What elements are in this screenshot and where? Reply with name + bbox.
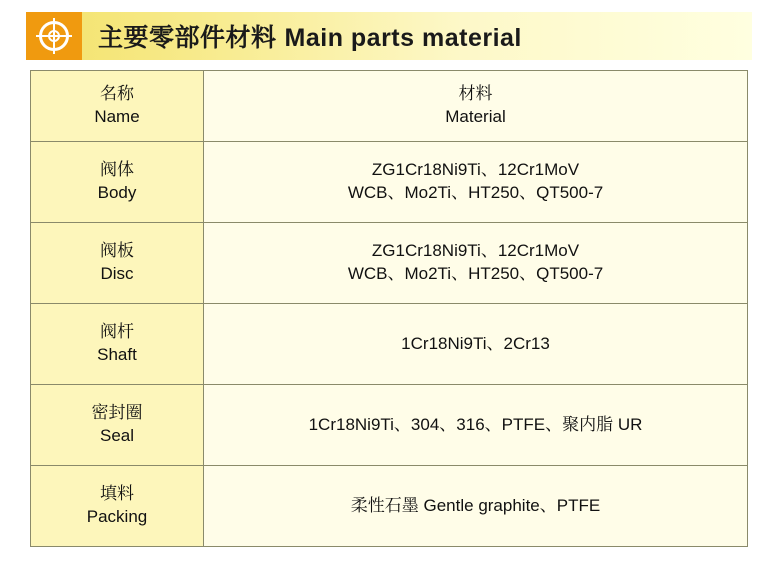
part-name-cn: 填料 (100, 484, 134, 504)
part-name-en: Packing (86, 507, 148, 526)
table-row (31, 304, 748, 385)
part-name-cn: 阀体 (100, 160, 134, 180)
header-material-cn: 材料 (458, 84, 493, 104)
cell-part-material (204, 466, 748, 547)
material-line-1: ZG1Cr18Ni9Ti、12Cr1MoV (371, 160, 580, 180)
header-name-en: Name (94, 107, 140, 126)
material-line-1: 1Cr18Ni9Ti、2Cr13 (401, 333, 550, 353)
cell-part-material (204, 223, 748, 304)
material-line-2: WCB、Mo2Ti、HT250、QT500-7 (347, 264, 604, 283)
slide-title-bar (26, 12, 752, 60)
crosshair-center-dot (48, 30, 60, 42)
materials-table (30, 70, 748, 547)
page-title-cn: 主要零部件材料 (98, 24, 277, 52)
table-row (31, 223, 748, 304)
cell-part-name (31, 385, 204, 466)
material-line-1: ZG1Cr18Ni9Ti、12Cr1MoV (371, 241, 580, 261)
part-name-cn: 阀杆 (100, 322, 134, 342)
logo-badge (26, 12, 82, 60)
header-name-cn: 名称 (100, 84, 134, 104)
table-header-row (31, 71, 748, 142)
cell-part-material (204, 385, 748, 466)
part-name-en: Shaft (97, 345, 137, 364)
table-row (31, 385, 748, 466)
part-name-en: Disc (100, 264, 134, 283)
part-name-cn: 阀板 (100, 241, 134, 261)
material-line-2: WCB、Mo2Ti、HT250、QT500-7 (347, 183, 604, 202)
header-material-en: Material (445, 107, 506, 126)
part-name-en: Seal (99, 426, 135, 445)
table-row (31, 466, 748, 547)
material-line-1: 柔性石墨 Gentle graphite、PTFE (350, 495, 601, 515)
cell-part-name (31, 142, 204, 223)
cell-part-name (31, 223, 204, 304)
cell-part-name (31, 466, 204, 547)
part-name-cn: 密封圈 (91, 403, 143, 423)
page-title-en: Main parts material (284, 24, 522, 52)
cell-part-material (204, 304, 748, 385)
part-name-en: Body (97, 183, 137, 202)
header-cell-name (31, 71, 204, 142)
header-cell-material (204, 71, 748, 142)
material-line-1: 1Cr18Ni9Ti、304、316、PTFE、聚内脂 UR (308, 414, 643, 434)
target-crosshair-icon (39, 21, 69, 51)
cell-part-name (31, 304, 204, 385)
cell-part-material (204, 142, 748, 223)
page-title (82, 18, 522, 54)
table-row (31, 142, 748, 223)
